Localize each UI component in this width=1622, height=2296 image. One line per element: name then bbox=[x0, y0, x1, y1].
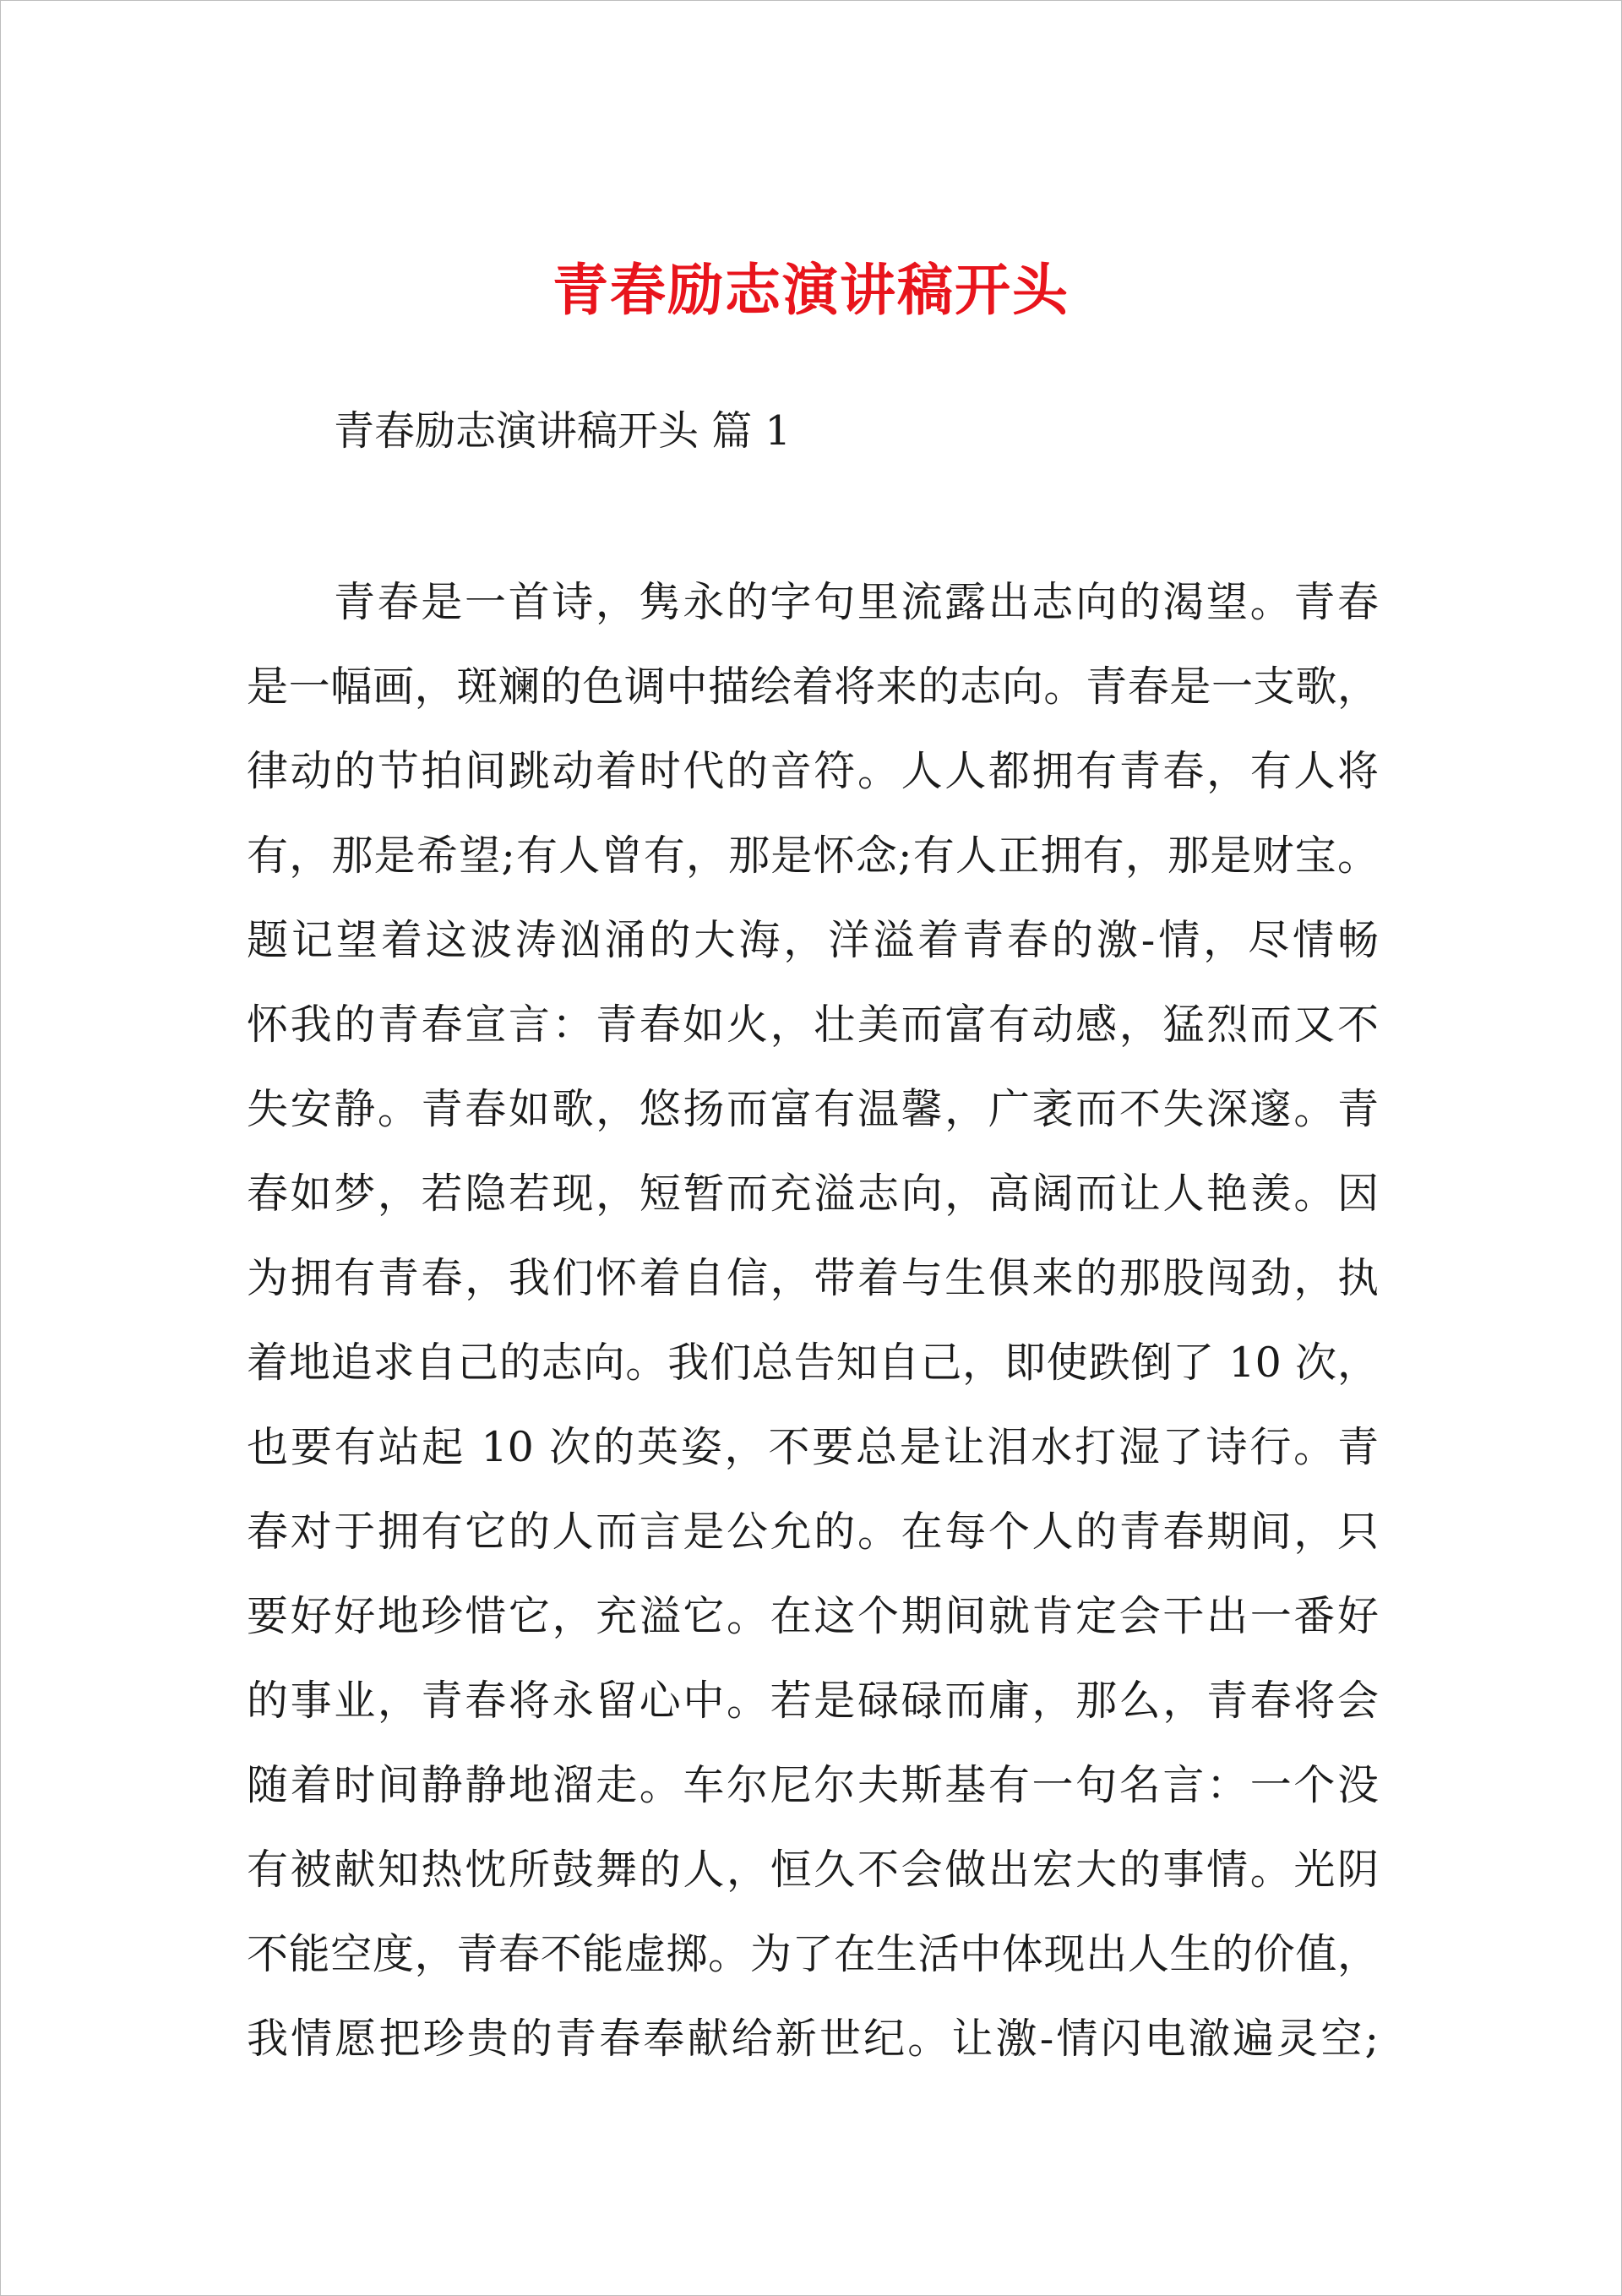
paragraph-line: 春如梦，若隐若现，短暂而充溢志向，高阔而让人艳羡。因 bbox=[247, 1170, 1379, 1218]
paragraph-line: 着地追求自己的志向。我们总告知自己，即使跌倒了 10 次， bbox=[247, 1339, 1379, 1387]
paragraph-line: 题记望着这波涛汹涌的大海，洋溢着青春的激-情，尽情畅 bbox=[247, 916, 1379, 964]
paragraph-line: 春对于拥有它的人而言是公允的。在每个人的青春期间，只 bbox=[247, 1508, 1379, 1556]
paragraph-line: 不能空度，青春不能虚掷。为了在生活中体现出人生的价值， bbox=[247, 1930, 1379, 1978]
body-paragraph bbox=[247, 573, 1379, 2094]
paragraph-line: 是一幅画，斑斓的色调中描绘着将来的志向。青春是一支歌， bbox=[247, 663, 1379, 711]
document-title: 青春励志演讲稿开头 bbox=[552, 257, 1070, 323]
section-heading: 青春励志演讲稿开头 篇 1 bbox=[334, 407, 792, 455]
paragraph-line: 为拥有青春，我们怀着自信，带着与生俱来的那股闯劲，执 bbox=[247, 1254, 1379, 1302]
paragraph-line: 要好好地珍惜它，充溢它。在这个期间就肯定会干出一番好 bbox=[247, 1592, 1379, 1640]
paragraph-line: 律动的节拍间跳动着时代的音符。人人都拥有青春，有人将 bbox=[247, 747, 1379, 795]
paragraph-line: 怀我的青春宣言：青春如火，壮美而富有动感，猛烈而又不 bbox=[247, 1001, 1379, 1049]
paragraph-line: 随着时间静静地溜走。车尔尼尔夫斯基有一句名言：一个没 bbox=[247, 1761, 1379, 1809]
paragraph-line: 也要有站起 10 次的英姿，不要总是让泪水打湿了诗行。青 bbox=[247, 1423, 1379, 1471]
paragraph-line: 失安静。青春如歌，悠扬而富有温馨，广袤而不失深邃。青 bbox=[247, 1085, 1379, 1133]
paragraph-line: 的事业，青春将永留心中。若是碌碌而庸，那么，青春将会 bbox=[247, 1677, 1379, 1725]
paragraph-line: 有被献知热忱所鼓舞的人，恒久不会做出宏大的事情。光阴 bbox=[247, 1846, 1379, 1894]
paragraph-line: 有，那是希望;有人曾有，那是怀念;有人正拥有，那是财宝。 bbox=[247, 832, 1379, 880]
paragraph-line: 青春是一首诗，隽永的字句里流露出志向的渴望。青春 bbox=[334, 578, 1379, 626]
paragraph-line: 我情愿把珍贵的青春奉献给新世纪。让激-情闪电澈遍灵空; bbox=[247, 2015, 1379, 2063]
